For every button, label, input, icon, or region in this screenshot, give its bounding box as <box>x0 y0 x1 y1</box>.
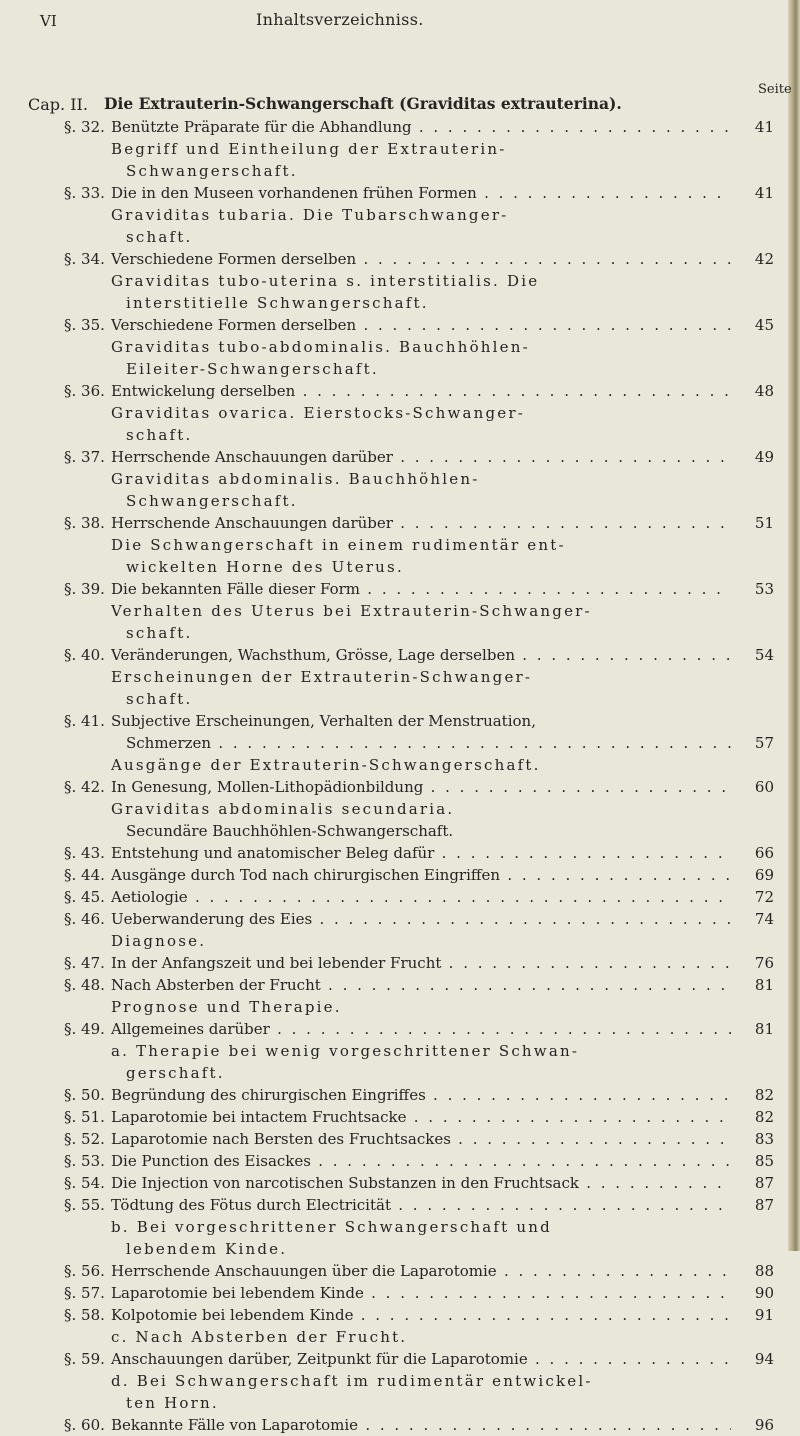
section-number: §. 38. <box>64 514 105 532</box>
section-title-line <box>111 644 731 666</box>
section-number: §. 54. <box>64 1174 105 1192</box>
section-title-line <box>111 380 731 402</box>
toc-entry <box>0 380 800 446</box>
subheading-line: Erscheinungen der Extrauterin-Schwanger- <box>111 668 533 686</box>
section-title-line <box>111 116 731 138</box>
section-number: §. 37. <box>64 448 105 466</box>
page-reference: 69 <box>734 864 774 886</box>
toc-entry <box>0 1304 800 1348</box>
section-title: Die Injection von narcotischen Substanzen in den Fruchtsack <box>111 1174 579 1192</box>
section-title: Subjective Erscheinungen, Verhalten der Menstruation, <box>111 712 536 730</box>
section-title-line <box>111 1414 731 1436</box>
page-reference: 76 <box>734 952 774 974</box>
page-reference: 82 <box>734 1084 774 1106</box>
page-reference: 60 <box>734 776 774 798</box>
section-title-line <box>111 512 731 534</box>
section-title-line <box>111 776 731 798</box>
subheading-line: c. Nach Absterben der Frucht. <box>111 1328 408 1346</box>
page-reference: 57 <box>734 732 774 754</box>
toc-entry <box>0 314 800 380</box>
subheading-line: Eileiter-Schwangerschaft. <box>126 360 379 378</box>
subheading-line: a. Therapie bei wenig vorgeschrittener Schwan- <box>111 1042 580 1060</box>
section-title: Bekannte Fälle von Laparotomie <box>111 1416 359 1434</box>
page-reference: 91 <box>734 1304 774 1326</box>
page-reference: 94 <box>734 1348 774 1370</box>
page-reference: 90 <box>734 1282 774 1304</box>
section-number: §. 53. <box>64 1152 105 1170</box>
section-title: In der Anfangszeit und bei lebender Frucht <box>111 954 442 972</box>
toc-entry <box>0 1282 800 1304</box>
subheading-line: lebendem Kinde. <box>126 1240 288 1258</box>
toc-entry <box>0 776 800 842</box>
subheading-line: wickelten Horne des Uterus. <box>126 558 404 576</box>
section-title-line <box>111 974 731 996</box>
section-title: Die Punction des Eisackes <box>111 1152 311 1170</box>
section-title-line <box>111 908 731 930</box>
toc-entry <box>0 1414 800 1436</box>
section-title: Verschiedene Formen derselben <box>111 316 357 334</box>
section-title: Benützte Präparate für die Abhandlung <box>111 118 412 136</box>
section-number: §. 55. <box>64 1196 105 1214</box>
section-title: Die bekannten Fälle dieser Form <box>111 580 361 598</box>
subheading-line: Ausgänge der Extrauterin-Schwangerschaft. <box>111 756 541 774</box>
page-reference: 49 <box>734 446 774 468</box>
section-title-line <box>111 864 731 886</box>
toc-list <box>0 116 800 1436</box>
section-title-line <box>111 1260 731 1282</box>
section-number: §. 57. <box>64 1284 105 1302</box>
section-title-line <box>126 732 731 754</box>
toc-entry <box>0 1084 800 1106</box>
page-reference: 81 <box>734 974 774 996</box>
subheading-line: Graviditas tubo-uterina s. interstitialis. Die <box>111 272 540 290</box>
page-reference: 42 <box>734 248 774 270</box>
section-title: Laparotomie nach Bersten des Fruchtsackes <box>111 1130 451 1148</box>
toc-entry <box>0 886 800 908</box>
section-title-line <box>111 1150 731 1172</box>
toc-entry <box>0 116 800 182</box>
section-title: Herrschende Anschauungen darüber <box>111 514 393 532</box>
page-reference: 87 <box>734 1172 774 1194</box>
section-title: Die in den Museen vorhandenen frühen Formen <box>111 184 477 202</box>
section-title: Verschiedene Formen derselben <box>111 250 357 268</box>
section-title-line <box>111 952 731 974</box>
subheading-line: Graviditas tubaria. Die Tubarschwanger- <box>111 206 509 224</box>
toc-entry <box>0 248 800 314</box>
page-reference: 66 <box>734 842 774 864</box>
section-title: Tödtung des Fötus durch Electricität <box>111 1196 391 1214</box>
toc-entry <box>0 842 800 864</box>
page-reference: 41 <box>734 116 774 138</box>
section-number: §. 52. <box>64 1130 105 1148</box>
toc-entry <box>0 952 800 974</box>
section-number: §. 42. <box>64 778 105 796</box>
toc-entry <box>0 644 800 710</box>
section-number: §. 44. <box>64 866 105 884</box>
page-reference: 85 <box>734 1150 774 1172</box>
section-title-continued: Schmerzen <box>126 734 212 752</box>
section-title-line <box>111 886 731 908</box>
subheading-line: interstitielle Schwangerschaft. <box>126 294 429 312</box>
subheading-line: Graviditas abdominalis. Bauchhöhlen- <box>111 470 480 488</box>
subheading-line: schaft. <box>126 690 193 708</box>
section-number: §. 40. <box>64 646 105 664</box>
subheading-line: Begriff und Eintheilung der Extrauterin- <box>111 140 507 158</box>
section-title-line <box>111 710 731 732</box>
page-reference: 96 <box>734 1414 774 1436</box>
page-reference: 51 <box>734 512 774 534</box>
page-reference: 54 <box>734 644 774 666</box>
toc-entry <box>0 1018 800 1084</box>
section-number: §. 56. <box>64 1262 105 1280</box>
subheading-line: Schwangerschaft. <box>126 162 298 180</box>
section-title-line <box>111 446 731 468</box>
subheading-line: Graviditas tubo-abdominalis. Bauchhöhlen- <box>111 338 530 356</box>
section-number: §. 35. <box>64 316 105 334</box>
toc-entry <box>0 1348 800 1414</box>
section-number: §. 47. <box>64 954 105 972</box>
section-number: §. 51. <box>64 1108 105 1126</box>
toc-entry <box>0 1128 800 1150</box>
section-title-line <box>111 1194 731 1216</box>
section-title: Ueberwanderung des Eies <box>111 910 313 928</box>
toc-entry <box>0 1194 800 1260</box>
section-title: Aetiologie <box>111 888 188 906</box>
section-number: §. 60. <box>64 1416 105 1434</box>
section-title-line <box>111 1084 731 1106</box>
section-title-line <box>111 314 731 336</box>
subheading-line: b. Bei vorgeschrittener Schwangerschaft und <box>111 1218 552 1236</box>
toc-entry <box>0 1106 800 1128</box>
subheading-line: ten Horn. <box>126 1394 219 1412</box>
section-title: In Genesung, Mollen-Lithopädionbildung <box>111 778 424 796</box>
section-number: §. 48. <box>64 976 105 994</box>
section-number: §. 50. <box>64 1086 105 1104</box>
page-reference: 83 <box>734 1128 774 1150</box>
subheading-line: schaft. <box>126 228 193 246</box>
subheading-plain: Secundäre Bauchhöhlen-Schwangerschaft. <box>126 822 454 840</box>
toc-entry <box>0 710 800 776</box>
section-number: §. 45. <box>64 888 105 906</box>
section-title: Entstehung und anatomischer Beleg dafür <box>111 844 435 862</box>
subheading-line: d. Bei Schwangerschaft im rudimentär entwickel- <box>111 1372 593 1390</box>
chapter-label: Cap. II. <box>28 95 88 114</box>
section-number: §. 33. <box>64 184 105 202</box>
page-reference: 82 <box>734 1106 774 1128</box>
subheading-line: Schwangerschaft. <box>126 492 298 510</box>
section-title-line <box>111 1172 731 1194</box>
page-reference: 45 <box>734 314 774 336</box>
toc-entry <box>0 512 800 578</box>
page-reference: 74 <box>734 908 774 930</box>
section-title-line <box>111 1106 731 1128</box>
part-title: Die Extrauterin-Schwangerschaft (Graviditas extrauterina). <box>104 94 622 113</box>
section-title: Entwickelung derselben <box>111 382 296 400</box>
section-number: §. 49. <box>64 1020 105 1038</box>
section-number: §. 39. <box>64 580 105 598</box>
toc-entry <box>0 1150 800 1172</box>
section-title: Anschauungen darüber, Zeitpunkt für die Laparotomie <box>111 1350 528 1368</box>
toc-entry <box>0 864 800 886</box>
page-number: VI <box>40 12 57 30</box>
section-number: §. 46. <box>64 910 105 928</box>
section-number: §. 58. <box>64 1306 105 1324</box>
section-title: Kolpotomie bei lebendem Kinde <box>111 1306 354 1324</box>
section-title: Begründung des chirurgischen Eingriffes <box>111 1086 426 1104</box>
section-title-line <box>111 1128 731 1150</box>
section-title-line <box>111 578 731 600</box>
section-number: §. 32. <box>64 118 105 136</box>
section-title-line <box>111 182 731 204</box>
subheading-line: Graviditas ovarica. Eierstocks-Schwanger- <box>111 404 526 422</box>
section-title-line <box>111 1348 731 1370</box>
subheading-line: Prognose und Therapie. <box>111 998 342 1016</box>
toc-entry <box>0 1172 800 1194</box>
page-column-label: Seite <box>758 82 792 97</box>
page-reference: 81 <box>734 1018 774 1040</box>
section-number: §. 34. <box>64 250 105 268</box>
toc-entry <box>0 578 800 644</box>
page-reference: 88 <box>734 1260 774 1282</box>
subheading-line: schaft. <box>126 426 193 444</box>
section-title: Laparotomie bei intactem Fruchtsacke <box>111 1108 407 1126</box>
section-number: §. 41. <box>64 712 105 730</box>
subheading-line: Graviditas abdominalis secundaria. <box>111 800 455 818</box>
page-reference: 48 <box>734 380 774 402</box>
toc-entry <box>0 974 800 1018</box>
section-number: §. 59. <box>64 1350 105 1368</box>
subheading-line: gerschaft. <box>126 1064 225 1082</box>
page-reference: 41 <box>734 182 774 204</box>
subheading-line: Die Schwangerschaft in einem rudimentär ent- <box>111 536 566 554</box>
toc-entry <box>0 1260 800 1282</box>
section-title: Ausgänge durch Tod nach chirurgischen Eingriffen <box>111 866 501 884</box>
section-title: Veränderungen, Wachsthum, Grösse, Lage derselben <box>111 646 515 664</box>
toc-entry <box>0 908 800 952</box>
section-number: §. 36. <box>64 382 105 400</box>
subheading-line: schaft. <box>126 624 193 642</box>
toc-entry <box>0 446 800 512</box>
section-title-line <box>111 1018 731 1040</box>
subheading-line: Verhalten des Uterus bei Extrauterin-Schwanger- <box>111 602 592 620</box>
section-title: Nach Absterben der Frucht <box>111 976 321 994</box>
section-title-line <box>111 248 731 270</box>
section-title-line <box>111 1304 731 1326</box>
section-title-line <box>111 1282 731 1304</box>
section-title: Allgemeines darüber <box>111 1020 270 1038</box>
page-reference: 87 <box>734 1194 774 1216</box>
section-number: §. 43. <box>64 844 105 862</box>
page-reference: 72 <box>734 886 774 908</box>
section-title: Laparotomie bei lebendem Kinde <box>111 1284 364 1302</box>
page-reference: 53 <box>734 578 774 600</box>
running-title: Inhaltsverzeichniss. <box>256 10 424 29</box>
toc-entry <box>0 182 800 248</box>
section-title-line <box>111 842 731 864</box>
section-title: Herrschende Anschauungen über die Laparotomie <box>111 1262 497 1280</box>
section-title: Herrschende Anschauungen darüber <box>111 448 393 466</box>
subheading-line: Diagnose. <box>111 932 207 950</box>
